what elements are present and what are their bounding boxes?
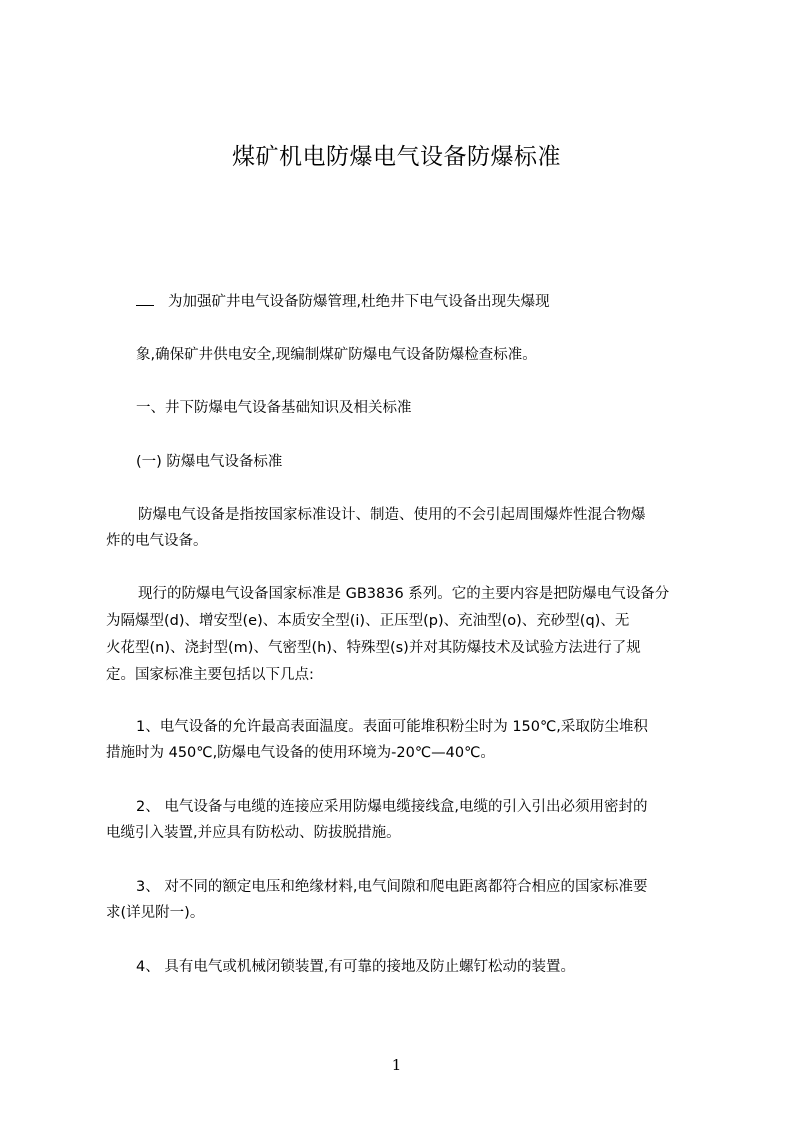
point-2-line-1: 2、 电气设备与电缆的连接应采用防爆电缆接线盒,电缆的引入引出必须用密封的 (136, 799, 648, 815)
document-title: 煤矿机电防爆电气设备防爆标准 (232, 144, 561, 170)
definition-line-2: 炸的电气设备。 (106, 533, 208, 549)
subsection-heading: (一) 防爆电气设备标准 (136, 454, 283, 470)
intro-text-1: 为加强矿井电气设备防爆管理,杜绝井下电气设备出现失爆现 (168, 294, 550, 310)
standard-line-3: 火花型(n)、浇封型(m)、气密型(h)、特殊型(s)并对其防爆技术及试验方法进行了规 (106, 640, 641, 656)
intro-line-1 (136, 292, 550, 312)
point-1-line-2: 措施时为 450℃,防爆电气设备的使用环境为-20℃—40℃。 (106, 745, 495, 761)
point-1-line-1: 1、电气设备的允许最高表面温度。表面可能堆积粉尘时为 150℃,采取防尘堆积 (136, 719, 648, 735)
point-4-line-1: 4、 具有电气或机械闭锁装置,有可靠的接地及防止螺钉松动的装置。 (136, 959, 575, 975)
standard-line-2: 为隔爆型(d)、增安型(e)、本质安全型(i)、正压型(p)、充油型(o)、充砂型(q)、无 (106, 613, 630, 629)
blank-underline (136, 293, 154, 306)
section-heading: 一、井下防爆电气设备基础知识及相关标准 (136, 400, 412, 416)
point-3-line-2: 求(详见附一)。 (106, 905, 205, 921)
point-2-line-2: 电缆引入装置,并应具有防松动、防拔脱措施。 (106, 825, 401, 841)
definition-line-1: 防爆电气设备是指按国家标准设计、制造、使用的不会引起周围爆炸性混合物爆 (138, 507, 646, 523)
point-3-line-1: 3、 对不同的额定电压和绝缘材料,电气间隙和爬电距离都符合相应的国家标准要 (136, 879, 648, 895)
standard-line-4: 定。国家标准主要包括以下几点: (106, 667, 314, 683)
standard-line-1: 现行的防爆电气设备国家标准是 GB3836 系列。它的主要内容是把防爆电气设备分 (138, 586, 670, 602)
intro-line-2: 象,确保矿井供电安全,现编制煤矿防爆电气设备防爆检查标准。 (136, 347, 537, 363)
page-number: 1 (391, 1056, 402, 1074)
